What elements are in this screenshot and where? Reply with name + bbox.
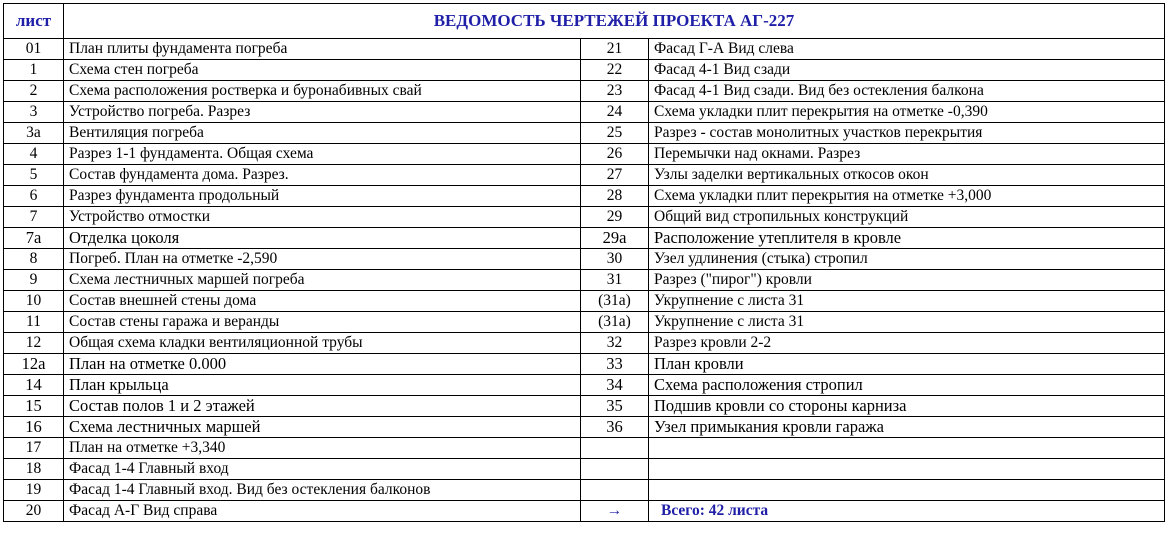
table-row bbox=[4, 333, 1165, 354]
sheet-number-left: 5 bbox=[4, 165, 64, 186]
sheet-title-left: Устройство отмостки bbox=[64, 207, 581, 228]
sheet-title-left: Устройство погреба. Разрез bbox=[64, 102, 581, 123]
sheet-title-left: Вентиляция погреба bbox=[64, 123, 581, 144]
sheet-title-right: Фасад 4-1 Вид сзади. Вид без остекления балкона bbox=[649, 81, 1165, 102]
sheet-title-left: План на отметке 0.000 bbox=[64, 354, 581, 375]
table-header-row bbox=[4, 4, 1165, 39]
sheet-title-left: Отделка цоколя bbox=[64, 228, 581, 249]
sheet-title-left: Разрез 1-1 фундамента. Общая схема bbox=[64, 144, 581, 165]
sheet-number-right: 31 bbox=[581, 270, 649, 291]
sheet-number-left: 19 bbox=[4, 480, 64, 501]
sheet-title-right bbox=[649, 480, 1165, 501]
table-row bbox=[4, 354, 1165, 375]
table-row bbox=[4, 375, 1165, 396]
sheet-title-left: План на отметке +3,340 bbox=[64, 438, 581, 459]
table-row bbox=[4, 165, 1165, 186]
table-row bbox=[4, 396, 1165, 417]
sheet-number-left: 14 bbox=[4, 375, 64, 396]
sheet-title-left: Общая схема кладки вентиляционной трубы bbox=[64, 333, 581, 354]
sheet-number-left: 3а bbox=[4, 123, 64, 144]
table-row bbox=[4, 249, 1165, 270]
sheet-title-right: Схема укладки плит перекрытия на отметке -0,390 bbox=[649, 102, 1165, 123]
sheet-title-right: Подшив кровли со стороны карниза bbox=[649, 396, 1165, 417]
sheet-number-right: 32 bbox=[581, 333, 649, 354]
sheet-title-left: Схема лестничных маршей погреба bbox=[64, 270, 581, 291]
sheet-number-right: 27 bbox=[581, 165, 649, 186]
sheet-number-left: 1 bbox=[4, 60, 64, 81]
sheet-title-left: План крыльца bbox=[64, 375, 581, 396]
sheet-number-right: 30 bbox=[581, 249, 649, 270]
sheet-number-left: 9 bbox=[4, 270, 64, 291]
sheet-number-right: (31а) bbox=[581, 312, 649, 333]
sheet-number-right: 29 bbox=[581, 207, 649, 228]
table-row bbox=[4, 417, 1165, 438]
sheet-title-left: Состав фундамента дома. Разрез. bbox=[64, 165, 581, 186]
table-row bbox=[4, 270, 1165, 291]
sheet-title-right: Узел примыкания кровли гаража bbox=[649, 417, 1165, 438]
sheet-title-left: План плиты фундамента погреба bbox=[64, 39, 581, 60]
sheet-number-right: 25 bbox=[581, 123, 649, 144]
sheet-title-left: Схема расположения ростверка и буронабивных свай bbox=[64, 81, 581, 102]
table-row bbox=[4, 501, 1165, 522]
sheet-number-right: 22 bbox=[581, 60, 649, 81]
sheet-title-left: Погреб. План на отметке -2,590 bbox=[64, 249, 581, 270]
sheet-number-left: 01 bbox=[4, 39, 64, 60]
sheet-title-right: Укрупнение с листа 31 bbox=[649, 291, 1165, 312]
sheet-number-right: 35 bbox=[581, 396, 649, 417]
sheet-number-left: 6 bbox=[4, 186, 64, 207]
sheet-number-right bbox=[581, 459, 649, 480]
sheet-title-right: Перемычки над окнами. Разрез bbox=[649, 144, 1165, 165]
sheet-number-right: 28 bbox=[581, 186, 649, 207]
table-row bbox=[4, 60, 1165, 81]
sheet-title-right: Фасад 4-1 Вид сзади bbox=[649, 60, 1165, 81]
arrow-icon: → bbox=[581, 501, 649, 522]
sheet-title-left: Фасад 1-4 Главный вход. Вид без остекления балконов bbox=[64, 480, 581, 501]
sheet-number-left: 18 bbox=[4, 459, 64, 480]
sheet-title-right: Укрупнение с листа 31 bbox=[649, 312, 1165, 333]
sheet-column-header: лист bbox=[4, 4, 64, 39]
sheet-number-right bbox=[581, 480, 649, 501]
sheet-number-right: 29а bbox=[581, 228, 649, 249]
sheet-number-right: 33 bbox=[581, 354, 649, 375]
table-row bbox=[4, 39, 1165, 60]
sheet-title-right: Узел удлинения (стыка) стропил bbox=[649, 249, 1165, 270]
table-row bbox=[4, 459, 1165, 480]
sheet-number-left: 10 bbox=[4, 291, 64, 312]
sheet-number-right: 21 bbox=[581, 39, 649, 60]
sheet-title-right: План кровли bbox=[649, 354, 1165, 375]
sheet-number-right: 26 bbox=[581, 144, 649, 165]
sheet-title-right: Разрез ("пирог") кровли bbox=[649, 270, 1165, 291]
sheet-number-left: 7а bbox=[4, 228, 64, 249]
sheet-title-right: Схема расположения стропил bbox=[649, 375, 1165, 396]
sheet-number-left: 16 bbox=[4, 417, 64, 438]
sheet-number-right bbox=[581, 438, 649, 459]
table-row bbox=[4, 291, 1165, 312]
sheet-title-right: Схема укладки плит перекрытия на отметке +3,000 bbox=[649, 186, 1165, 207]
sheet-number-right: 24 bbox=[581, 102, 649, 123]
sheet-title-left: Схема стен погреба bbox=[64, 60, 581, 81]
table-row bbox=[4, 186, 1165, 207]
sheet-title-right bbox=[649, 438, 1165, 459]
sheet-title-left: Состав внешней стены дома bbox=[64, 291, 581, 312]
sheet-number-left: 12 bbox=[4, 333, 64, 354]
sheet-title-right: Фасад Г-А Вид слева bbox=[649, 39, 1165, 60]
sheet-title-right: Узлы заделки вертикальных откосов окон bbox=[649, 165, 1165, 186]
drawing-list-table bbox=[3, 3, 1165, 522]
sheet-title-right: Разрез - состав монолитных участков перекрытия bbox=[649, 123, 1165, 144]
table-row bbox=[4, 144, 1165, 165]
sheet-number-left: 17 bbox=[4, 438, 64, 459]
sheet-number-right: 23 bbox=[581, 81, 649, 102]
sheet-title-right bbox=[649, 459, 1165, 480]
table-row bbox=[4, 312, 1165, 333]
table-row bbox=[4, 81, 1165, 102]
sheet-number-right: (31а) bbox=[581, 291, 649, 312]
sheet-title-right: Расположение утеплителя в кровле bbox=[649, 228, 1165, 249]
sheet-title-left: Фасад 1-4 Главный вход bbox=[64, 459, 581, 480]
sheet-title-left: Схема лестничных маршей bbox=[64, 417, 581, 438]
sheet-number-left: 2 bbox=[4, 81, 64, 102]
sheet-title-right: Общий вид стропильных конструкций bbox=[649, 207, 1165, 228]
sheet-number-left: 4 bbox=[4, 144, 64, 165]
sheet-title-left: Состав полов 1 и 2 этажей bbox=[64, 396, 581, 417]
sheet-number-left: 20 bbox=[4, 501, 64, 522]
sheet-number-left: 3 bbox=[4, 102, 64, 123]
table-row bbox=[4, 123, 1165, 144]
sheet-number-left: 7 bbox=[4, 207, 64, 228]
sheet-title-left: Фасад А-Г Вид справа bbox=[64, 501, 581, 522]
sheet-number-right: 36 bbox=[581, 417, 649, 438]
table-row bbox=[4, 102, 1165, 123]
sheet-number-left: 15 bbox=[4, 396, 64, 417]
sheet-number-left: 8 bbox=[4, 249, 64, 270]
sheet-title-left: Разрез фундамента продольный bbox=[64, 186, 581, 207]
table-row bbox=[4, 207, 1165, 228]
sheet-number-left: 11 bbox=[4, 312, 64, 333]
table-row bbox=[4, 438, 1165, 459]
sheet-title-left: Состав стены гаража и веранды bbox=[64, 312, 581, 333]
sheet-number-left: 12а bbox=[4, 354, 64, 375]
sheet-number-right: 34 bbox=[581, 375, 649, 396]
total-sheets: Всего: 42 листа bbox=[649, 501, 1165, 522]
table-row bbox=[4, 480, 1165, 501]
drawing-list-sheet bbox=[3, 3, 1164, 538]
table-title: ВЕДОМОСТЬ ЧЕРТЕЖЕЙ ПРОЕКТА АГ-227 bbox=[64, 4, 1165, 39]
sheet-title-right: Разрез кровли 2-2 bbox=[649, 333, 1165, 354]
table-row bbox=[4, 228, 1165, 249]
